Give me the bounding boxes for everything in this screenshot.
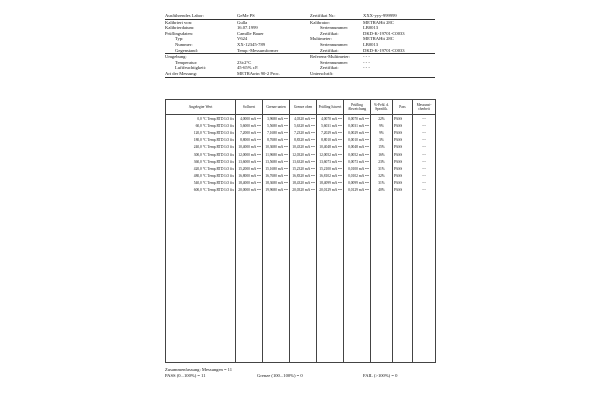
spec-error-percent-cell: 15% — [371, 144, 393, 151]
fail-count: FAIL (>100%) = 0 — [363, 373, 398, 378]
dut-deviation-cell: 0,0102 mA == — [344, 173, 371, 180]
column-header: Grenze oben — [290, 100, 317, 115]
table-row — [166, 158, 436, 165]
dut-deviation-cell: 0,0100 mA == — [344, 165, 371, 172]
applied-value-cell: 360,0 °C Temp.RTD LO fix — [166, 158, 236, 165]
multimeter-serial-value: LB0013 — [363, 41, 379, 47]
calibrator-value: METRAHit 28C — [363, 19, 394, 25]
dut-deviation-cell: 0,0073 mA == — [344, 158, 371, 165]
dut-actual-value-cell: 12,0052 mA == — [317, 151, 344, 158]
dut-actual-value-cell: 13,6073 mA == — [317, 158, 344, 165]
applied-value-cell: 60,0 °C Temp.RTD LO fix — [166, 122, 236, 129]
column-header: Sollwert — [236, 100, 263, 115]
pass-status-cell: PASS — [393, 180, 413, 187]
spec-error-percent-cell: 31% — [371, 180, 393, 187]
spec-error-percent-cell: 22% — [371, 115, 393, 123]
lower-limit-cell: 8,7680 mA == — [263, 137, 290, 144]
table-empty-area — [166, 194, 436, 363]
ref-cert-label: Zertifikat: — [320, 65, 339, 71]
empty-cell — [413, 194, 436, 363]
column-header: Angelegter Wert — [166, 100, 236, 115]
applied-value-cell: 0,0 °C Temp.RTD LO fix — [166, 115, 236, 123]
measurement-uncertainty-cell: --- — [413, 187, 436, 194]
ref-multimeter-value: - - - — [363, 54, 370, 60]
upper-limit-cell: 13,6320 mA == — [290, 158, 317, 165]
spec-error-percent-cell: 9% — [371, 129, 393, 136]
header-row-object — [165, 48, 435, 55]
table-row — [166, 115, 436, 123]
nominal-value-cell: 8,8000 mA == — [236, 137, 263, 144]
table-row — [166, 165, 436, 172]
dut-actual-value-cell: 16,8102 mA == — [317, 173, 344, 180]
calibrated-by-label: Kalibriert von: — [165, 19, 193, 25]
measurement-uncertainty-cell: --- — [413, 165, 436, 172]
pass-status-cell: PASS — [393, 165, 413, 172]
certificate-footer — [165, 367, 435, 379]
temperature-label: Temperatur: — [175, 59, 198, 65]
lab-value: GeMe PS — [237, 13, 255, 18]
lower-limit-cell: 11,9680 mA == — [263, 151, 290, 158]
table-row — [166, 122, 436, 129]
dut-label: Prüflingsdaten: — [165, 30, 194, 36]
lower-limit-cell: 19,9680 mA == — [263, 187, 290, 194]
humidity-label: Luftfeuchtigkeit: — [175, 65, 207, 71]
dut-deviation-cell: 0,0052 mA == — [344, 151, 371, 158]
spec-error-percent-cell: 16% — [371, 151, 393, 158]
empty-cell — [393, 194, 413, 363]
calibrator-serial-value: LB0013 — [363, 25, 379, 31]
dut-deviation-cell: 0,0070 mA == — [344, 115, 371, 123]
upper-limit-cell: 16,8320 mA == — [290, 173, 317, 180]
empty-cell — [166, 194, 236, 363]
ref-cert-value: - - - — [363, 65, 370, 71]
column-header: Messunsi-cherheit — [413, 100, 436, 115]
applied-value-cell: 300,0 °C Temp.RTD LO fix — [166, 151, 236, 158]
spec-error-percent-cell: 40% — [371, 187, 393, 194]
measurement-uncertainty-cell: --- — [413, 115, 436, 123]
lower-limit-cell: 3,9680 mA == — [263, 115, 290, 123]
calibrator-serial-label: Seriennummer: — [320, 25, 349, 31]
lower-limit-cell: 15,1680 mA == — [263, 165, 290, 172]
upper-limit-cell: 10,4320 mA == — [290, 144, 317, 151]
spec-error-percent-cell: 32% — [371, 173, 393, 180]
cert-value: XXX-yyy-999999 — [363, 13, 397, 18]
object-value: Temp.-Messumformer — [237, 47, 279, 53]
column-header: Prüfling Abweichung — [344, 100, 371, 115]
dut-actual-value-cell: 5,6031 mA == — [317, 122, 344, 129]
lower-limit-cell: 13,5680 mA == — [263, 158, 290, 165]
nominal-value-cell: 16,8000 mA == — [236, 173, 263, 180]
dut-actual-value-cell: 15,2100 mA == — [317, 165, 344, 172]
applied-value-cell: 480,0 °C Temp.RTD LO fix — [166, 173, 236, 180]
method-value: METRAwin 90-2 Proc. — [237, 70, 280, 76]
measurement-uncertainty-cell: --- — [413, 158, 436, 165]
object-label: Gegenstand: — [175, 47, 198, 53]
dut-actual-value-cell: 10,4048 mA == — [317, 144, 344, 151]
empty-cell — [317, 194, 344, 363]
table-row — [166, 129, 436, 136]
dut-actual-value-cell: 18,4099 mA == — [317, 180, 344, 187]
applied-value-cell: 180,0 °C Temp.RTD LO fix — [166, 137, 236, 144]
spec-error-percent-cell: 9% — [371, 122, 393, 129]
empty-cell — [236, 194, 263, 363]
upper-limit-cell: 18,4320 mA == — [290, 180, 317, 187]
dut-actual-value-cell: 20,0129 mA == — [317, 187, 344, 194]
summary-text: Zusammenfassung: Messungen = 11 — [165, 367, 233, 372]
pass-status-cell: PASS — [393, 173, 413, 180]
method-label: Art der Messung: — [165, 70, 198, 76]
nominal-value-cell: 10,4000 mA == — [236, 144, 263, 151]
multimeter-cert-label: Zertifikat: — [320, 47, 339, 53]
lower-limit-cell: 7,1680 mA == — [263, 129, 290, 136]
spec-error-percent-cell: 3% — [371, 137, 393, 144]
measurement-table — [165, 99, 436, 363]
measurement-uncertainty-cell: --- — [413, 180, 436, 187]
nominal-value-cell: 12,0000 mA == — [236, 151, 263, 158]
number-value: XX-12345-789 — [237, 41, 266, 47]
measurement-uncertainty-cell: --- — [413, 144, 436, 151]
cert-label: Zertifikat Nr.: — [310, 13, 336, 18]
number-label: Nummer: — [175, 41, 193, 47]
nominal-value-cell: 5,6000 mA == — [236, 122, 263, 129]
nominal-value-cell: 4,0000 mA == — [236, 115, 263, 123]
table-row — [166, 144, 436, 151]
dut-deviation-cell: 0,0129 mA == — [344, 187, 371, 194]
table-row — [166, 151, 436, 158]
type-value: V624 — [237, 36, 248, 42]
dut-deviation-cell: 0,0048 mA == — [344, 144, 371, 151]
ref-serial-label: Seriennummer: — [320, 59, 349, 65]
spec-error-percent-cell: 23% — [371, 158, 393, 165]
empty-cell — [263, 194, 290, 363]
upper-limit-cell: 7,2320 mA == — [290, 129, 317, 136]
applied-value-cell: 240,0 °C Temp.RTD LO fix — [166, 144, 236, 151]
multimeter-label: Multimeter: — [310, 36, 332, 42]
dut-actual-value-cell: 8,8010 mA == — [317, 137, 344, 144]
calibrator-cert-label: Zertifikat: — [320, 30, 339, 36]
spec-error-percent-cell: 31% — [371, 165, 393, 172]
pass-status-cell: PASS — [393, 122, 413, 129]
upper-limit-cell: 4,0320 mA == — [290, 115, 317, 123]
date-label: Kalibrierdatum: — [165, 25, 195, 31]
measurement-uncertainty-cell: --- — [413, 173, 436, 180]
lower-limit-cell: 16,7680 mA == — [263, 173, 290, 180]
pass-status-cell: PASS — [393, 137, 413, 144]
dut-deviation-cell: 0,0029 mA == — [344, 129, 371, 136]
header-row-method — [165, 71, 435, 78]
nominal-value-cell: 18,4000 mA == — [236, 180, 263, 187]
calibrator-label: Kalibrator: — [310, 19, 331, 25]
upper-limit-cell: 15,2320 mA == — [290, 165, 317, 172]
table-row — [166, 187, 436, 194]
table-row — [166, 137, 436, 144]
empty-cell — [371, 194, 393, 363]
lab-label: Ausführendes Labor: — [165, 13, 204, 18]
multimeter-value: METRAHit 28C — [363, 36, 394, 42]
dut-actual-value-cell: 7,2029 mA == — [317, 129, 344, 136]
applied-value-cell: 540,0 °C Temp.RTD LO fix — [166, 180, 236, 187]
ref-multimeter-label: Referenz-Multimeter: — [310, 54, 351, 60]
upper-limit-cell: 8,8320 mA == — [290, 137, 317, 144]
table-row — [166, 173, 436, 180]
multimeter-cert-value: DKD-K-19701-C0033 — [363, 47, 405, 53]
lower-limit-cell: 18,3680 mA == — [263, 180, 290, 187]
lower-limit-cell: 5,5680 mA == — [263, 122, 290, 129]
calibrator-cert-value: DKD-K-19701-C0033 — [363, 30, 405, 36]
pass-count: PASS (0...100%) = 11 — [165, 373, 206, 378]
upper-limit-cell: 20,0320 mA == — [290, 187, 317, 194]
calibrated-by-value: Gulla — [237, 19, 248, 25]
humidity-value: 45-65% r.F. — [237, 65, 259, 71]
limit-count: Grenze (100...100%) = 0 — [257, 373, 303, 378]
header-row-lab — [165, 13, 435, 20]
dut-deviation-cell: 0,0031 mA == — [344, 122, 371, 129]
applied-value-cell: 120,0 °C Temp.RTD LO fix — [166, 129, 236, 136]
empty-cell — [344, 194, 371, 363]
nominal-value-cell: 15,2000 mA == — [236, 165, 263, 172]
pass-status-cell: PASS — [393, 144, 413, 151]
ref-serial-value: - - - — [363, 59, 370, 65]
temperature-value: 23±2°C — [237, 59, 252, 65]
environment-label: Umgebung: — [165, 54, 187, 60]
applied-value-cell: 600,0 °C Temp.RTD LO fix — [166, 187, 236, 194]
multimeter-serial-label: Seriennummer: — [320, 41, 349, 47]
pass-status-cell: PASS — [393, 151, 413, 158]
pass-status-cell: PASS — [393, 187, 413, 194]
dut-deviation-cell: 0,0010 mA == — [344, 137, 371, 144]
table-header-row — [166, 100, 436, 115]
column-header: Grenze unten — [263, 100, 290, 115]
lower-limit-cell: 10,3680 mA == — [263, 144, 290, 151]
measurement-uncertainty-cell: --- — [413, 129, 436, 136]
type-label: Typ: — [175, 36, 184, 42]
date-value: 16.07.1999 — [237, 25, 258, 31]
dut-value: Camille Bauer — [237, 30, 264, 36]
dut-deviation-cell: 0,0099 mA == — [344, 180, 371, 187]
signature-label: Unterschrift: — [310, 70, 334, 76]
dut-actual-value-cell: 4,0070 mA == — [317, 115, 344, 123]
pass-status-cell: PASS — [393, 115, 413, 123]
table-row — [166, 180, 436, 187]
upper-limit-cell: 5,6320 mA == — [290, 122, 317, 129]
column-header: Prüfling Istwert — [317, 100, 344, 115]
pass-status-cell: PASS — [393, 129, 413, 136]
empty-cell — [290, 194, 317, 363]
measurement-uncertainty-cell: --- — [413, 122, 436, 129]
nominal-value-cell: 7,2000 mA == — [236, 129, 263, 136]
measurement-uncertainty-cell: --- — [413, 151, 436, 158]
certificate-header — [165, 13, 435, 78]
column-header: %-Fehl. d. Spezifik. — [371, 100, 393, 115]
nominal-value-cell: 20,0000 mA == — [236, 187, 263, 194]
upper-limit-cell: 12,0320 mA == — [290, 151, 317, 158]
measurement-uncertainty-cell: --- — [413, 137, 436, 144]
nominal-value-cell: 13,6000 mA == — [236, 158, 263, 165]
pass-status-cell: PASS — [393, 158, 413, 165]
column-header: Pass — [393, 100, 413, 115]
result-counts-row — [165, 373, 435, 379]
applied-value-cell: 420,0 °C Temp.RTD LO fix — [166, 165, 236, 172]
